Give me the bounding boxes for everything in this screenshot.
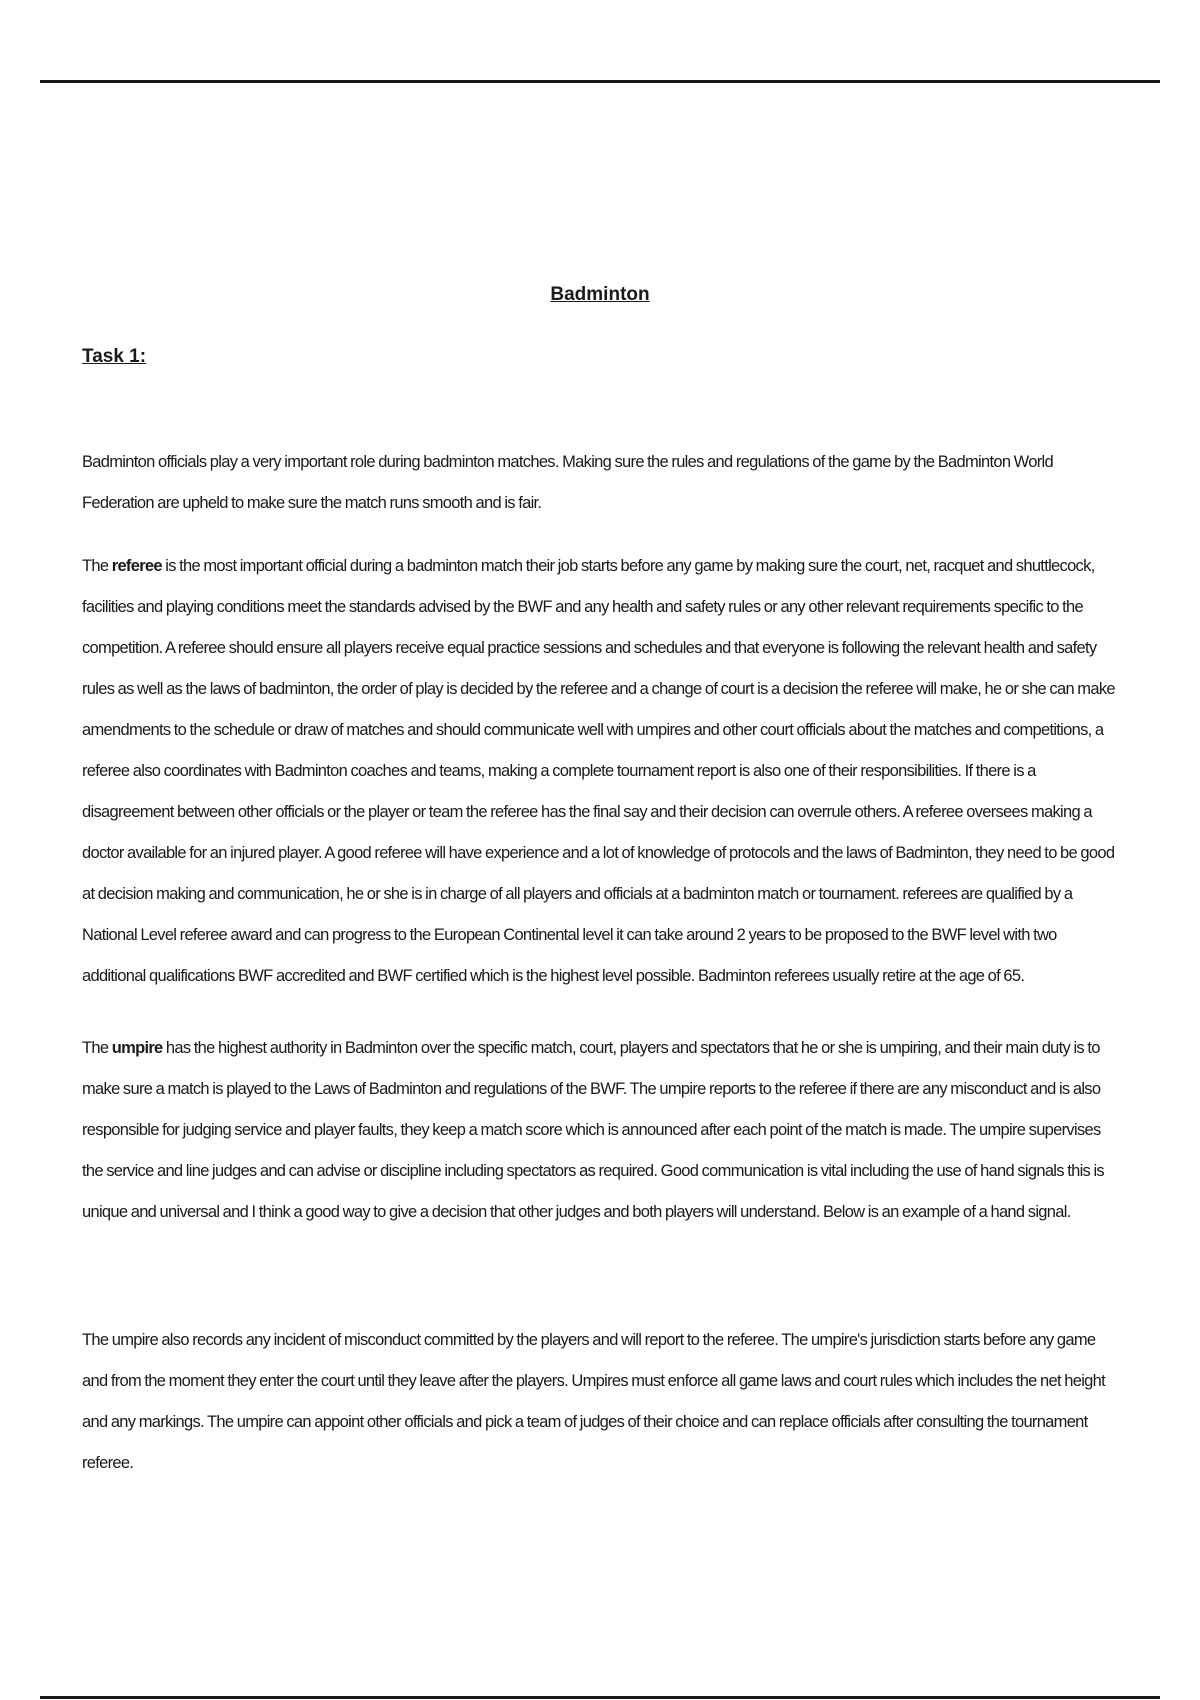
- header-rule: [40, 80, 1160, 83]
- referee-keyword: referee: [111, 557, 162, 575]
- task-heading: Task 1:: [82, 346, 147, 367]
- umpire-paragraph-prefix: The: [82, 1039, 112, 1057]
- referee-paragraph-text: is the most important official during a badminton match their job starts before any game by making sure the court, net, racquet and shuttlecock, facilities and playing conditions meet the standards advised by the BWF and any health and safety rules or any other relevant requirements specific to the competition. A referee should ensure all players receive equal practice sessions and schedules and that everyone is following the relevant health and safety rules as well as the laws of badminton, the order of play is decided by the referee and a change of court is a decision the referee will make, he or she can make amendments to the schedule or draw of matches and should communicate well with umpires and other court officials about the matches and competitions, a referee also coordinates with Badminton coaches and teams, making a complete tournament report is also one of their responsibilities. If there is a disagreement between other officials or the player or team the referee has the final say and their decision can overrule others. A referee oversees making a doctor available for an injured player. A good referee will have experience and a lot of knowledge of protocols and the laws of Badminton, they need to be good at decision making and communication, he or she is in charge of all players and officials at a badminton match or tournament. referees are qualified by a National Level referee award and can progress to the European Continental level it can take around 2 years to be proposed to the BWF level with two additional qualifications BWF accredited and BWF certified which is the highest level possible. Badminton referees usually retire at the age of 65.: [82, 557, 1115, 985]
- footer-rule: [40, 1696, 1160, 1699]
- referee-paragraph-prefix: The: [82, 557, 112, 575]
- umpire-paragraph: [82, 1028, 1122, 1233]
- intro-paragraph: Badminton officials play a very important role during badminton matches. Making sure the rules and regulations of the game by the Badminton World Federation are upheld to make sure the match runs smooth and is fair.: [82, 453, 1053, 512]
- umpire-keyword: umpire: [111, 1039, 163, 1057]
- umpire-paragraph-text: has the highest authority in Badminton over the specific match, court, players and spectators that he or she is umpiring, and their main duty is to make sure a match is played to the Laws of Badminton and regulations of the BWF. The umpire reports to the referee if there are any misconduct and is also responsible for judging service and player faults, they keep a match score which is announced after each point of the match is made. The umpire supervises the service and line judges and can advise or discipline including spectators as required. Good communication is vital including the use of hand signals this is unique and universal and I think a good way to give a decision that other judges and both players will understand. Below is an example of a hand signal.: [82, 1039, 1104, 1221]
- referee-paragraph: [82, 546, 1122, 997]
- document-title: Badminton: [550, 284, 650, 305]
- misconduct-paragraph: The umpire also records any incident of misconduct committed by the players and will report to the referee. The umpire's jurisdiction starts before any game and from the moment they enter the court until they leave after the players. Umpires must enforce all game laws and court rules which includes the net height and any markings. The umpire can appoint other officials and pick a team of judges of their choice and can replace officials after consulting the tournament referee.: [82, 1331, 1106, 1472]
